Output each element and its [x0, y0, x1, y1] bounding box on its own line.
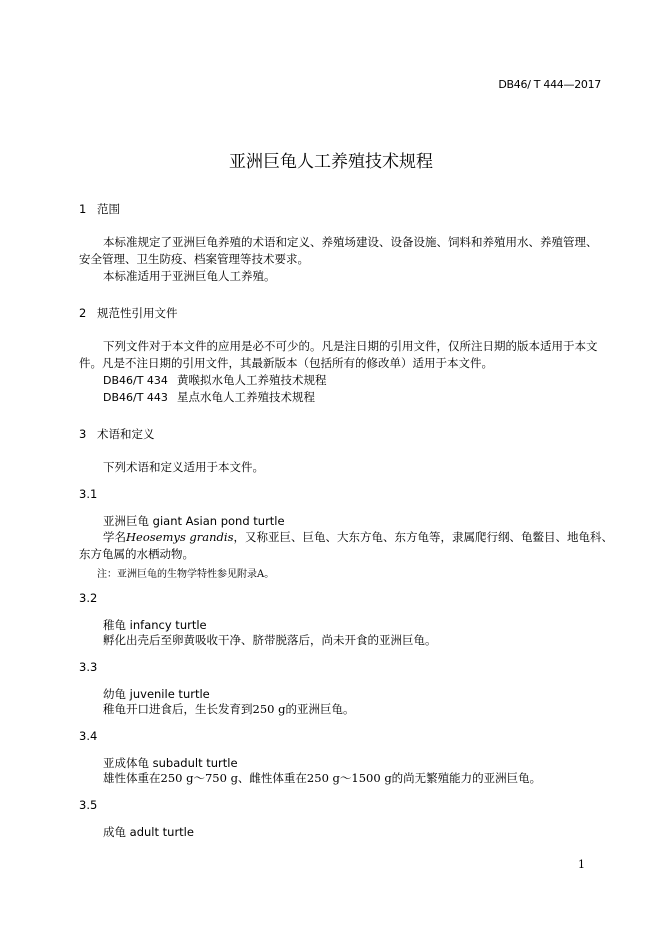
term-definition: 稚龟开口进食后，生长发育到250 g的亚洲巨龟。 — [103, 702, 355, 716]
section-number: 2 — [79, 306, 87, 320]
document-title: 亚洲巨龟人工养殖技术规程 — [229, 152, 433, 172]
standard-number: DB46/ T 444—2017 — [498, 78, 601, 91]
term-number: 3.4 — [79, 729, 98, 743]
reference-title: 黄喉拟水龟人工养殖技术规程 — [177, 373, 327, 387]
section-number: 3 — [79, 427, 87, 441]
page-number: 1 — [578, 858, 585, 871]
section-1-paragraph-line: 安全管理、卫生防疫、档案管理等技术要求。 — [79, 252, 309, 266]
section-1-heading — [79, 201, 120, 217]
section-3-heading — [79, 426, 155, 442]
definition-text: ，又称亚巨、巨龟、大东方龟、东方龟等，隶属爬行纲、龟鳖目、地龟科、 — [233, 530, 613, 544]
term-heading: 稚龟 infancy turtle — [103, 618, 207, 632]
term-heading: 亚洲巨龟 giant Asian pond turtle — [103, 514, 285, 528]
term-definition: 孵化出壳后至卵黄吸收干净、脐带脱落后，尚未开食的亚洲巨龟。 — [103, 633, 437, 647]
term-definition-line: 东方龟属的水栖动物。 — [79, 547, 194, 561]
section-title: 术语和定义 — [97, 427, 155, 441]
term-definition: 雄性体重在250 g～750 g、雌性体重在250 g～1500 g的尚无繁殖能力的亚洲巨龟。 — [103, 771, 542, 785]
term-number: 3.2 — [79, 591, 98, 605]
term-definition-line — [103, 529, 613, 547]
term-heading: 成龟 adult turtle — [103, 825, 194, 839]
term-number: 3.1 — [79, 487, 98, 501]
term-note: 注：亚洲巨龟的生物学特性参见附录A。 — [97, 569, 275, 580]
section-number: 1 — [79, 202, 87, 216]
section-1-paragraph-line: 本标准规定了亚洲巨龟养殖的术语和定义、养殖场建设、设备设施、饲料和养殖用水、养殖管理、 — [103, 235, 598, 249]
section-2-heading — [79, 305, 178, 321]
term-heading: 亚成体龟 subadult turtle — [103, 756, 238, 770]
section-title: 规范性引用文件 — [97, 306, 178, 320]
reference-code: DB46/T 434 — [103, 374, 168, 387]
section-2-paragraph-line: 下列文件对于本文件的应用是必不可少的。凡是注日期的引用文件，仅所注日期的版本适用于本文 — [103, 339, 598, 353]
section-title: 范围 — [97, 202, 120, 216]
section-2-paragraph-line: 件。凡是不注日期的引用文件，其最新版本（包括所有的修改单）适用于本文件。 — [79, 356, 493, 370]
reference-code: DB46/T 443 — [103, 391, 168, 404]
reference-item — [103, 389, 315, 408]
term-number: 3.5 — [79, 798, 98, 812]
section-3-intro: 下列术语和定义适用于本文件。 — [103, 460, 264, 474]
reference-title: 星点水龟人工养殖技术规程 — [177, 390, 315, 404]
section-1-scope-paragraph: 本标准适用于亚洲巨龟人工养殖。 — [103, 269, 276, 283]
scientific-name: Heosemys grandis — [126, 530, 234, 544]
term-number: 3.3 — [79, 660, 98, 674]
term-heading: 幼龟 juvenile turtle — [103, 687, 210, 701]
reference-item — [103, 372, 327, 391]
definition-prefix: 学名 — [103, 530, 126, 544]
